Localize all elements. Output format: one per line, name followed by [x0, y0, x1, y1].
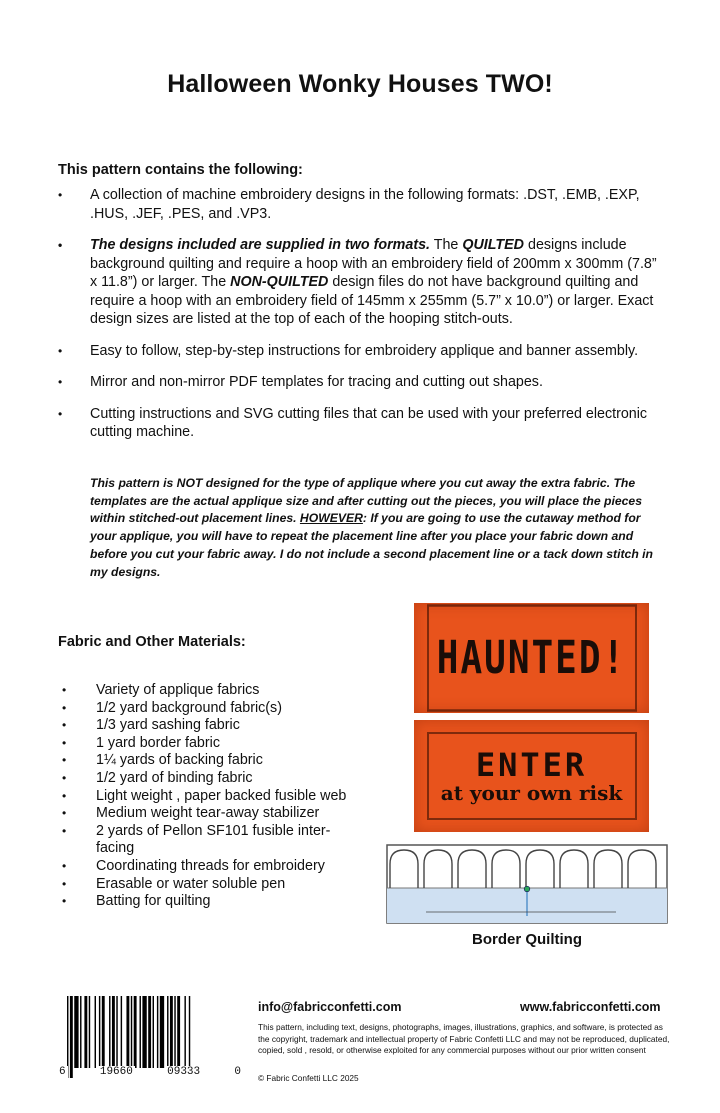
barcode-bar — [80, 996, 81, 1068]
quilting-start-point — [524, 886, 530, 892]
non-quilted-label: NON-QUILTED — [230, 274, 329, 290]
materials-list — [62, 682, 362, 911]
border-quilting-caption: Border Quilting — [472, 931, 582, 948]
barcode-bar — [121, 996, 122, 1068]
list-item-text: Erasable or water soluble pen — [96, 875, 286, 892]
enter-banner-frame — [427, 732, 637, 820]
barcode-bar — [184, 996, 185, 1068]
bullet: • — [62, 894, 67, 909]
bullet: • — [62, 718, 67, 733]
barcode-digit: 0 — [234, 1066, 241, 1078]
barcode-digit: 09333 — [167, 1066, 201, 1078]
materials-heading: Fabric and Other Materials: — [58, 634, 246, 650]
list-item — [62, 858, 362, 876]
quilted-label: QUILTED — [462, 237, 525, 253]
list-item — [62, 876, 362, 894]
enter-banner-text: ENTER — [475, 746, 588, 784]
list-item-text: 2 yards of Pellon SF101 fusible inter-facing — [96, 822, 331, 857]
list-item-text: Mirror and non-mirror PDF templates for tracing and cutting out shapes. — [90, 374, 543, 390]
list-item-text: 1/2 yard of binding fabric — [96, 769, 253, 786]
haunted-banner-text: HAUNTED! — [427, 604, 637, 712]
barcode-bar — [157, 996, 158, 1068]
list-item — [58, 186, 658, 223]
barcode-bar — [126, 996, 129, 1068]
barcode-bar — [99, 996, 100, 1068]
list-item-text: design files do not have background quilting and require a hoop with an embroidery field of 145mm x 255mm (5.7” x 10.0”) or larger. Exact design sizes are listed at the top of each of the hooping stitch-outs. — [90, 274, 654, 327]
list-item-text: Cutting instructions and SVG cutting files that can be used with your preferred electronic cutting machine. — [90, 405, 648, 440]
contact-email-link[interactable]: info@fabricconfetti.com — [258, 1000, 402, 1014]
bullet: • — [58, 188, 63, 202]
barcode-bar — [95, 996, 96, 1068]
list-item-text: A collection of machine embroidery designs in the following formats: .DST, .EMB, .EXP, .HUS, .JEF, .PES, and .VP3. — [90, 187, 640, 222]
enter-banner-image — [414, 720, 649, 832]
however-label: HOWEVER — [299, 511, 363, 526]
list-item-text: 1/2 yard background fabric(s) — [96, 699, 282, 716]
barcode-bar — [160, 996, 164, 1068]
list-item — [62, 823, 362, 858]
haunted-banner-image — [414, 603, 649, 713]
list-item-text: designs include background quilting and require a hoop with an embroidery field of 200mm x 300mm (7.8” x 11.8”) or larger. The — [90, 237, 657, 290]
list-item — [62, 770, 362, 788]
list-item — [62, 682, 362, 700]
barcode-bar — [177, 996, 180, 1068]
barcode-bar — [89, 996, 90, 1068]
contents-list — [58, 186, 658, 455]
list-item-text: Batting for quilting — [96, 893, 211, 910]
barcode-bar — [170, 996, 173, 1068]
barcode-digit: 19660 — [99, 1066, 133, 1078]
list-item — [58, 236, 658, 329]
barcode-bar — [102, 996, 105, 1068]
list-item — [58, 405, 658, 442]
list-item-text: Medium weight tear-away stabilizer — [96, 805, 320, 822]
legal-notice: This pattern, including text, designs, photographs, images, illustrations, graphics, and software, is protected as the copyright, trademark and intellectual property of Fabric Confetti LLC and may not be reproduced, duplicated, copied, sold , resold, or otherwise exploited for any commercial purposes without our prior written consent — [258, 1022, 670, 1056]
list-item-text: 1 yard border fabric — [96, 734, 220, 751]
note-text: : If you are going to use the cutaway method for your applique, you will have to repeat the placement line after you place your fabric down and before you cut your fabric away. I do not include a second placement line or a tack down stitch in my designs. — [90, 511, 653, 579]
barcode-bar — [84, 996, 87, 1068]
border-quilting-diagram — [386, 844, 668, 924]
bullet: • — [62, 735, 67, 750]
bullet: • — [58, 406, 63, 421]
barcode-digit: 6 — [59, 1066, 66, 1078]
bullet: • — [62, 770, 67, 785]
formats-lead: The designs included are supplied in two formats. — [90, 237, 430, 253]
bullet: • — [58, 375, 63, 389]
list-item-text: Easy to follow, step-by-step instructions for embroidery applique and banner assembly. — [90, 342, 639, 359]
list-item-text: Light weight , paper backed fusible web — [96, 787, 347, 804]
list-item — [62, 717, 362, 735]
list-item-text: The — [430, 237, 463, 253]
list-item-text: Variety of applique fabrics — [96, 682, 260, 698]
cutaway-note — [90, 475, 660, 581]
list-item — [62, 700, 362, 718]
list-item — [58, 373, 658, 392]
bullet: • — [62, 876, 67, 891]
bullet: • — [62, 788, 67, 803]
list-item — [62, 788, 362, 806]
note-text: This pattern is NOT designed for the type of applique where you cut away the extra fabric. The templates are the actual applique size and after cutting out the pieces, you will place the pieces within stitched-out placement lines. — [90, 476, 642, 526]
bullet: • — [62, 858, 67, 873]
barcode-bar — [148, 996, 151, 1068]
list-item — [62, 805, 362, 823]
risk-banner-text: at your own risk — [440, 781, 623, 805]
barcode-bar — [112, 996, 115, 1068]
barcode-bar — [109, 996, 110, 1068]
bullet: • — [62, 700, 67, 715]
copyright-notice: © Fabric Confetti LLC 2025 — [258, 1073, 359, 1083]
website-link[interactable]: www.fabricconfetti.com — [520, 1000, 661, 1014]
barcode-bar — [134, 996, 137, 1068]
barcode-bar — [142, 996, 146, 1068]
bullet: • — [62, 753, 67, 768]
barcode-bar — [167, 996, 168, 1068]
bullet: • — [62, 823, 67, 838]
list-item-text: Coordinating threads for embroidery — [96, 857, 325, 874]
list-item — [58, 342, 658, 361]
list-item — [62, 735, 362, 753]
contents-heading: This pattern contains the following: — [58, 162, 303, 178]
list-item — [62, 893, 362, 911]
barcode-bar — [153, 996, 154, 1068]
page-title: Halloween Wonky Houses TWO! — [167, 70, 553, 98]
barcode-bar — [116, 996, 117, 1068]
bullet: • — [62, 683, 67, 697]
barcode-bar — [174, 996, 175, 1068]
bullet: • — [62, 806, 67, 821]
barcode-bar — [140, 996, 141, 1068]
bullet: • — [58, 343, 63, 358]
barcode-digits — [57, 1066, 243, 1078]
bullet: • — [58, 238, 63, 252]
list-item-text: 1/3 yard sashing fabric — [96, 717, 240, 734]
list-item-text: 1¼ yards of backing fabric — [96, 752, 263, 769]
barcode-bar — [74, 996, 78, 1068]
list-item — [62, 752, 362, 770]
